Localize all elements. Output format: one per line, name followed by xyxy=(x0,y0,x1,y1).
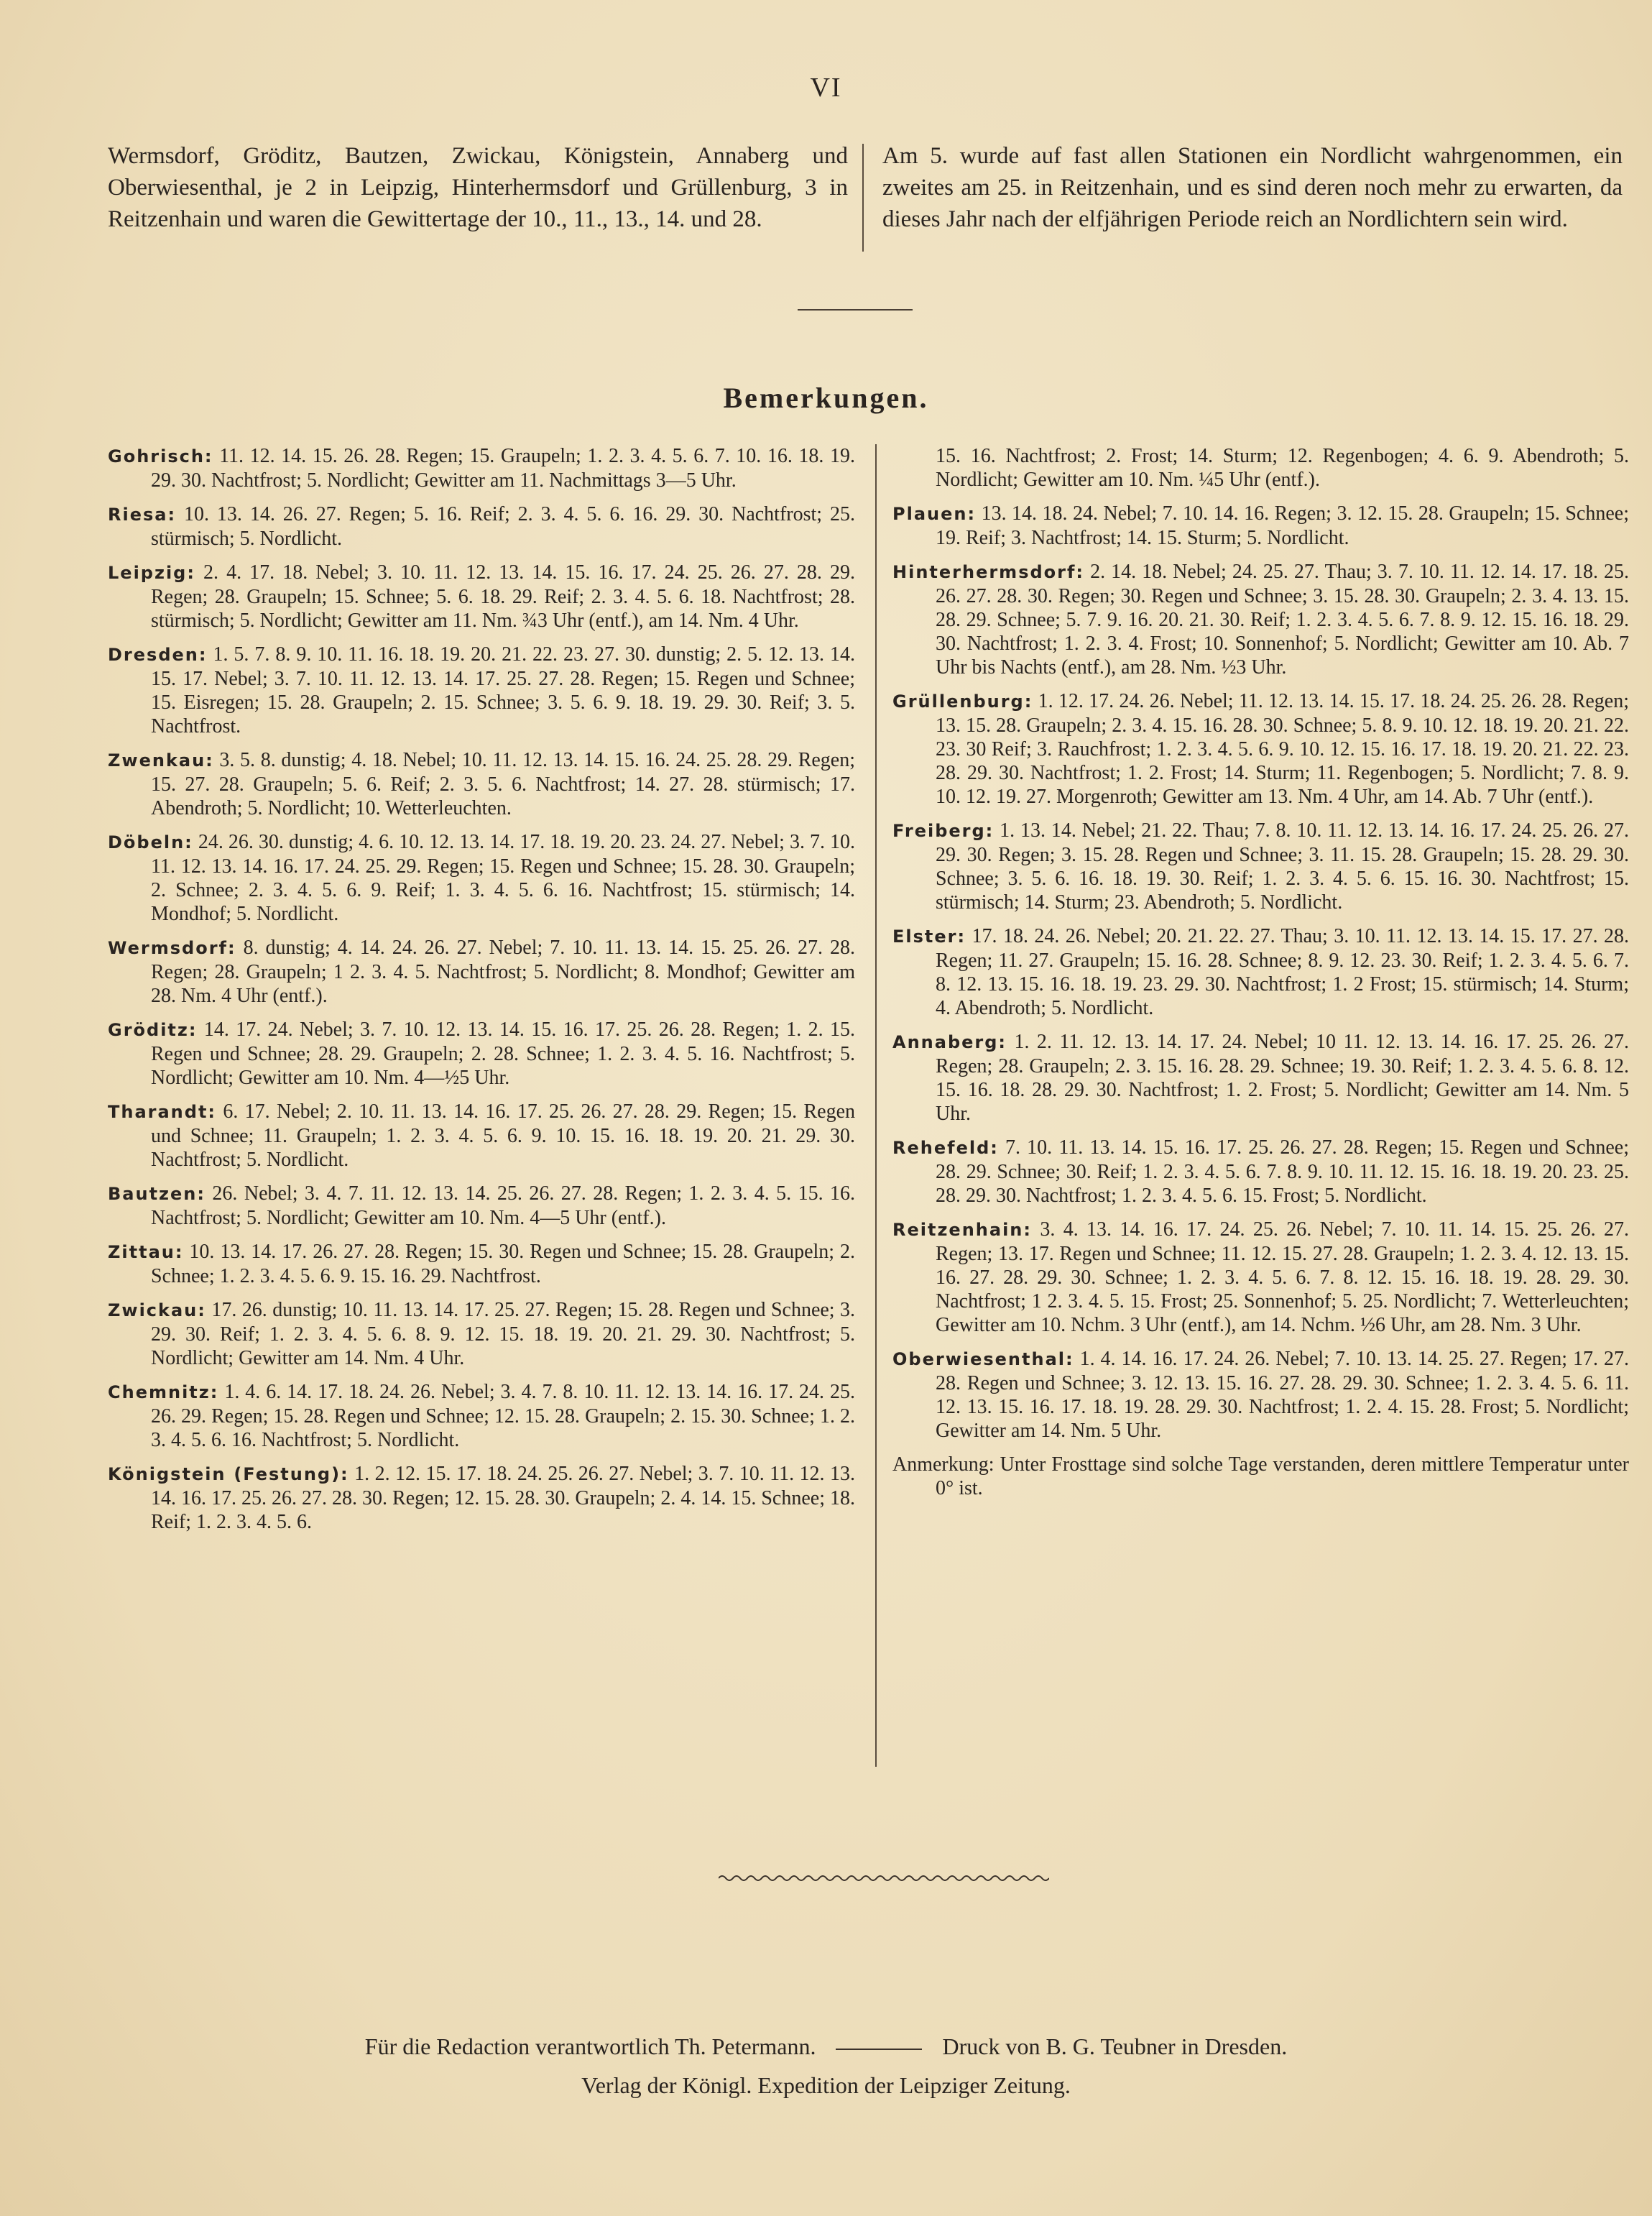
station-name: Zwickau: xyxy=(108,1300,206,1320)
footer-line-2: Verlag der Königl. Expedition der Leipziger Zeitung. xyxy=(581,2072,1071,2098)
footnote-anmerkung: Anmerkung: Unter Frosttage sind solche Tage verstanden, deren mittlere Temperatur unter 0° ist. xyxy=(892,1453,1629,1499)
station-name: Zwenkau: xyxy=(108,750,214,771)
station-entry xyxy=(108,936,855,1008)
station-remarks: 10. 13. 14. 17. 26. 27. 28. Regen; 15. 30. Regen und Schnee; 15. 28. Graupeln; 2. Schnee; 1. 2. 3. 4. 5. 6. 9. 15. 16. 29. Nachtfrost. xyxy=(151,1241,856,1287)
station-entry xyxy=(108,830,855,926)
station-remarks: 8. dunstig; 4. 14. 24. 26. 27. Nebel; 7. 10. 11. 13. 14. 15. 25. 26. 27. 28. Regen; 28. Graupeln; 1 2. 3. 4. 5. Nachtfrost; 5. Nordlicht; 8. Mondhof; Gewitter am 28. Nm. 4 Uhr (entf.). xyxy=(151,937,855,1007)
station-remarks: 2. 14. 18. Nebel; 24. 25. 27. Thau; 3. 7. 10. 11. 12. 14. 17. 18. 25. 26. 27. 28. 30. Regen; 30. Regen und Schnee; 3. 15. 28. 30. Graupeln; 2. 3. 4. 13. 15. 28. 29. Schnee; 5. 7. 9. 16. 20. 21. 30. Reif; 1. 2. 3. 4. 5. 6. 7. 8. 9. 12. 15. 16. 18. 29. 30. Nachtfrost; 1. 2. 3. 4. Frost; 10. Sonnenhof; 5. Nordlicht; Gewitter am 10. Ab. 7 Uhr bis Nachts (entf.), am 28. Nm. ½3 Uhr. xyxy=(936,561,1630,679)
footer xyxy=(0,2027,1652,2105)
station-entry xyxy=(108,1298,855,1370)
station-entry xyxy=(892,819,1629,914)
station-remarks: 1. 4. 14. 16. 17. 24. 26. Nebel; 7. 10. 13. 14. 25. 27. Regen; 17. 27. 28. Regen und Schnee; 3. 12. 13. 15. 16. 27. 28. 29. 30. Schnee; 1. 2. 3. 4. 5. 6. 11. 12. 13. 15. 16. 17. 18. 19. 28. 29. 30. Nachtfrost; 1. 2. 4. 15. 28. Frost; 5. Nordlicht; Gewitter am 14. Nm. 5 Uhr. xyxy=(936,1348,1629,1442)
station-remarks: 14. 17. 24. Nebel; 3. 7. 10. 12. 13. 14. 15. 16. 17. 25. 26. 28. Regen; 1. 2. 15. Regen und Schnee; 28. 29. Graupeln; 2. 28. Schnee; 1. 2. 3. 4. 5. 16. Nachtfrost; 5. Nordlicht; Gewitter am 10. Nm. 4—½5 Uhr. xyxy=(151,1019,856,1089)
station-name: Tharandt: xyxy=(108,1102,217,1122)
station-name: Freiberg: xyxy=(892,821,995,841)
station-entry xyxy=(892,502,1629,550)
station-remarks: 3. 4. 13. 14. 16. 17. 24. 25. 26. Nebel; 7. 10. 11. 14. 15. 25. 26. 27. Regen; 13. 17. Regen und Schnee; 11. 12. 15. 27. 28. Graupeln; 1. 2. 3. 4. 12. 13. 15. 16. 27. 28. 29. 30. Schnee; 1. 2. 3. 4. 5. 6. 7. 8. 12. 15. 16. 18. 19. 28. 29. 30. Nachtfrost; 1 2. 3. 4. 5. 15. Frost; 25. Sonnenhof; 5. 25. Nordlicht; 7. Wetterleuchten; Gewitter am 10. Nchm. 3 Uhr (entf.), am 14. Nchm. ½6 Uhr, am 28. Nm. 3 Uhr. xyxy=(936,1218,1629,1336)
footer-printer: Druck von B. G. Teubner in Dresden. xyxy=(942,2033,1288,2059)
station-remarks: 1. 2. 12. 15. 17. 18. 24. 25. 26. 27. Nebel; 3. 7. 10. 11. 12. 13. 14. 16. 17. 25. 26. 27. 28. 30. Regen; 12. 15. 28. 30. Graupeln; 2. 4. 14. 15. Schnee; 18. Reif; 1. 2. 3. 4. 5. 6. xyxy=(151,1463,856,1533)
station-name: Rehefeld: xyxy=(892,1138,999,1158)
station-entry xyxy=(892,1030,1629,1126)
section-rule xyxy=(798,309,913,311)
station-remarks: 1. 5. 7. 8. 9. 10. 11. 16. 18. 19. 20. 21. 22. 23. 27. 30. dunstig; 2. 5. 12. 13. 14. 15. 17. Nebel; 3. 7. 10. 11. 12. 13. 14. 17. 25. 27. 28. Regen; 15. Regen und Schnee; 15. Eisregen; 15. 28. Graupeln; 2. 15. Schnee; 3. 5. 6. 9. 18. 19. 29. 30. Reif; 3. 5. Nachtfrost. xyxy=(151,643,856,737)
station-entry xyxy=(892,1136,1629,1208)
station-name: Döbeln: xyxy=(108,832,193,852)
top-right-paragraph: Am 5. wurde auf fast allen Stationen ein Nordlicht wahrgenommen, ein zweites am 25. in Reitzenhain, und es sind deren noch mehr zu erwarten, da dieses Jahr nach der elfjährigen Periode reich an Nordlichtern sein wird. xyxy=(882,143,1623,232)
station-remarks: 17. 18. 24. 26. Nebel; 20. 21. 22. 27. Thau; 3. 10. 11. 12. 13. 14. 15. 17. 27. 28. Regen; 11. 27. Graupeln; 15. 16. 28. Schnee; 8. 9. 12. 23. 30. Reif; 1. 2. 3. 4. 5. 6. 7. 8. 12. 13. 15. 16. 18. 19. 23. 29. 30. Nachtfrost; 1. 2 Frost; 15. stürmisch; 14. Sturm; 4. Abendroth; 5. Nordlicht. xyxy=(936,925,1630,1019)
right-column xyxy=(892,444,1629,1500)
station-entry xyxy=(892,560,1629,679)
wavy-ornament xyxy=(719,1872,1049,1884)
station-entry xyxy=(108,1100,855,1172)
top-column-divider xyxy=(862,144,864,252)
station-entry xyxy=(108,1018,855,1090)
station-name: Plauen: xyxy=(892,504,977,524)
station-entry xyxy=(108,748,855,820)
footer-line-1 xyxy=(0,2027,1652,2066)
station-name: Zittau: xyxy=(108,1242,184,1262)
station-entry xyxy=(108,1380,855,1452)
station-remarks: 1. 12. 17. 24. 26. Nebel; 11. 12. 13. 14. 15. 17. 18. 24. 25. 26. 28. Regen; 13. 15. 28. Graupeln; 2. 3. 4. 15. 16. 28. 30. Schnee; 5. 8. 9. 10. 12. 18. 19. 20. 21. 22. 23. 30 Reif; 3. Rauchfrost; 1. 2. 3. 4. 5. 6. 9. 10. 12. 15. 16. 17. 18. 19. 20. 21. 22. 23. 28. 29. 30. Nachtfrost; 1. 2. Frost; 14. Sturm; 11. Regenbogen; 5. Nordlicht; 7. 8. 9. 10. 12. 19. 27. Morgenroth; Gewitter am 13. Nm. 4 Uhr, am 14. Ab. 7 Uhr (entf.). xyxy=(936,690,1630,808)
station-remarks: 17. 26. dunstig; 10. 11. 13. 14. 17. 25. 27. Regen; 15. 28. Regen und Schnee; 3. 29. 30. Reif; 1. 2. 3. 4. 5. 6. 8. 9. 12. 15. 18. 19. 20. 21. 29. 30. Nachtfrost; 5. Nordlicht; Gewitter am 14. Nm. 4 Uhr. xyxy=(151,1299,856,1369)
station-remarks: 3. 5. 8. dunstig; 4. 18. Nebel; 10. 11. 12. 13. 14. 15. 16. 24. 25. 28. 29. Regen; 15. 27. 28. Graupeln; 5. 6. Reif; 2. 3. 5. 6. Nachtfrost; 14. 27. 28. stürmisch; 17. Abendroth; 5. Nordlicht; 10. Wetterleuchten. xyxy=(151,749,856,819)
station-name: Oberwiesenthal: xyxy=(892,1349,1074,1369)
station-entry xyxy=(108,1462,855,1534)
left-column xyxy=(108,444,855,1544)
station-name: Gröditz: xyxy=(108,1020,198,1040)
station-remarks: 7. 10. 11. 13. 14. 15. 16. 17. 25. 26. 27. 28. Regen; 15. Regen und Schnee; 28. 29. Schnee; 30. Reif; 1. 2. 3. 4. 5. 6. 7. 8. 9. 10. 11. 12. 15. 16. 18. 19. 20. 23. 25. 28. 29. 30. Nachtfrost; 1. 2. 3. 4. 5. 6. 15. Frost; 5. Nordlicht. xyxy=(936,1136,1630,1207)
station-remarks: 13. 14. 18. 24. Nebel; 7. 10. 14. 16. Regen; 3. 12. 15. 28. Graupeln; 15. Schnee; 19. Reif; 3. Nachtfrost; 14. 15. Sturm; 5. Nordlicht. xyxy=(936,502,1629,549)
station-name: Wermsdorf: xyxy=(108,938,236,958)
station-entry xyxy=(108,444,855,492)
station-name: Hinterhermsdorf: xyxy=(892,562,1085,582)
station-name: Dresden: xyxy=(108,645,208,665)
station-remarks: 2. 4. 17. 18. Nebel; 3. 10. 11. 12. 13. 14. 15. 16. 17. 24. 25. 26. 27. 28. 29. Regen; 28. Graupeln; 15. Schnee; 5. 6. 18. 29. Reif; 2. 3. 4. 5. 6. 18. Nachtfrost; 28. stürmisch; 5. Nordlicht; Gewitter am 11. Nm. ¾3 Uhr (entf.), am 14. Nm. 4 Uhr. xyxy=(151,561,855,632)
station-entry xyxy=(108,643,855,738)
station-name: Bautzen: xyxy=(108,1184,206,1204)
continuation-text: 15. 16. Nachtfrost; 2. Frost; 14. Sturm; 12. Regenbogen; 4. 6. 9. Abendroth; 5. Nordlicht; Gewitter am 10. Nm. ¼5 Uhr (entf.). xyxy=(936,445,1629,491)
station-remarks: 1. 13. 14. Nebel; 21. 22. Thau; 7. 8. 10. 11. 12. 13. 14. 16. 17. 24. 25. 26. 27. 29. 30. Regen; 3. 15. 28. Regen und Schnee; 3. 11. 15. 28. Graupeln; 15. 28. 29. 30. Schnee; 3. 5. 6. 16. 18. 19. 30. Reif; 1. 2. 3. 4. 5. 6. 15. 16. 30. Nachtfrost; 15. stürmisch; 14. Sturm; 23. Abendroth; 5. Nordlicht. xyxy=(936,819,1630,914)
station-entry xyxy=(892,924,1629,1020)
station-entry xyxy=(892,689,1629,809)
station-entry xyxy=(892,1218,1629,1337)
station-remarks: 10. 13. 14. 26. 27. Regen; 5. 16. Reif; 2. 3. 4. 5. 6. 16. 29. 30. Nachtfrost; 25. stürmisch; 5. Nordlicht. xyxy=(151,503,855,550)
station-name: Leipzig: xyxy=(108,563,195,583)
station-name: Riesa: xyxy=(108,505,177,525)
station-name: Chemnitz: xyxy=(108,1382,219,1402)
station-remarks: 26. Nebel; 3. 4. 7. 11. 12. 13. 14. 25. 26. 27. 28. Regen; 1. 2. 3. 4. 5. 15. 16. Nachtfrost; 5. Nordlicht; Gewitter am 10. Nm. 4—5 Uhr (entf.). xyxy=(151,1182,856,1229)
station-entry xyxy=(892,1347,1629,1443)
station-remarks: 24. 26. 30. dunstig; 4. 6. 10. 12. 13. 14. 17. 18. 19. 20. 23. 24. 27. Nebel; 3. 7. 10. 11. 12. 13. 14. 16. 17. 24. 25. 29. Regen; 15. Regen und Schnee; 15. 28. 30. Graupeln; 2. Schnee; 2. 3. 4. 5. 6. 9. Reif; 1. 3. 4. 5. 6. 16. Nachtfrost; 15. stürmisch; 14. Mondhof; 5. Nordlicht. xyxy=(151,831,856,925)
station-name: Reitzenhain: xyxy=(892,1220,1032,1240)
top-left-paragraph: Wermsdorf, Gröditz, Bautzen, Zwickau, Königstein, Annaberg und Oberwiesenthal, je 2 in Leipzig, Hinterhermsdorf und Grüllenburg, 3 in Reitzenhain und waren die Gewittertage der 10., 11., 13., 14. und 28. xyxy=(108,143,848,232)
station-remarks: 1. 4. 6. 14. 17. 18. 24. 26. Nebel; 3. 4. 7. 8. 10. 11. 12. 13. 14. 16. 17. 24. 25. 26. 29. Regen; 15. 28. Regen und Schnee; 12. 15. 28. Graupeln; 2. 15. 30. Schnee; 1. 2. 3. 4. 5. 6. 16. Nachtfrost; 5. Nordlicht. xyxy=(151,1381,855,1451)
footer-editor: Für die Redaction verantwortlich Th. Petermann. xyxy=(364,2033,816,2059)
station-remarks: 11. 12. 14. 15. 26. 28. Regen; 15. Graupeln; 1. 2. 3. 4. 5. 6. 7. 10. 16. 18. 19. 29. 30. Nachtfrost; 5. Nordlicht; Gewitter am 11. Nachmittags 3—5 Uhr. xyxy=(151,445,855,492)
station-entry xyxy=(108,1182,855,1230)
station-name: Königstein (Festung): xyxy=(108,1464,349,1484)
page-number: VI xyxy=(810,73,842,103)
station-entry xyxy=(108,561,855,633)
station-entry xyxy=(108,1240,855,1288)
station-remarks: 1. 2. 11. 12. 13. 14. 17. 24. Nebel; 10 11. 12. 13. 14. 16. 17. 25. 26. 27. Regen; 28. Graupeln; 2. 3. 15. 16. 28. 29. Schnee; 19. 30. Reif; 1. 2. 3. 4. 5. 6. 8. 12. 15. 16. 18. 28. 29. 30. Nachtfrost; 1. 2. Frost; 5. Nordlicht; Gewitter am 14. Nm. 5 Uhr. xyxy=(936,1031,1630,1125)
station-name: Gohrisch: xyxy=(108,446,213,466)
station-remarks: 6. 17. Nebel; 2. 10. 11. 13. 14. 16. 17. 25. 26. 27. 28. 29. Regen; 15. Regen und Schnee; 11. Graupeln; 1. 2. 3. 4. 5. 6. 9. 10. 15. 16. 18. 19. 20. 21. 29. 30. Nachtfrost; 5. Nordlicht. xyxy=(151,1100,856,1171)
station-entry xyxy=(108,502,855,551)
station-name: Grüllenburg: xyxy=(892,691,1033,712)
station-name: Annaberg: xyxy=(892,1032,1007,1052)
station-name: Elster: xyxy=(892,927,966,947)
section-heading: Bemerkungen. xyxy=(723,382,929,414)
column-divider xyxy=(875,444,877,1767)
footer-dash xyxy=(836,2049,922,2050)
